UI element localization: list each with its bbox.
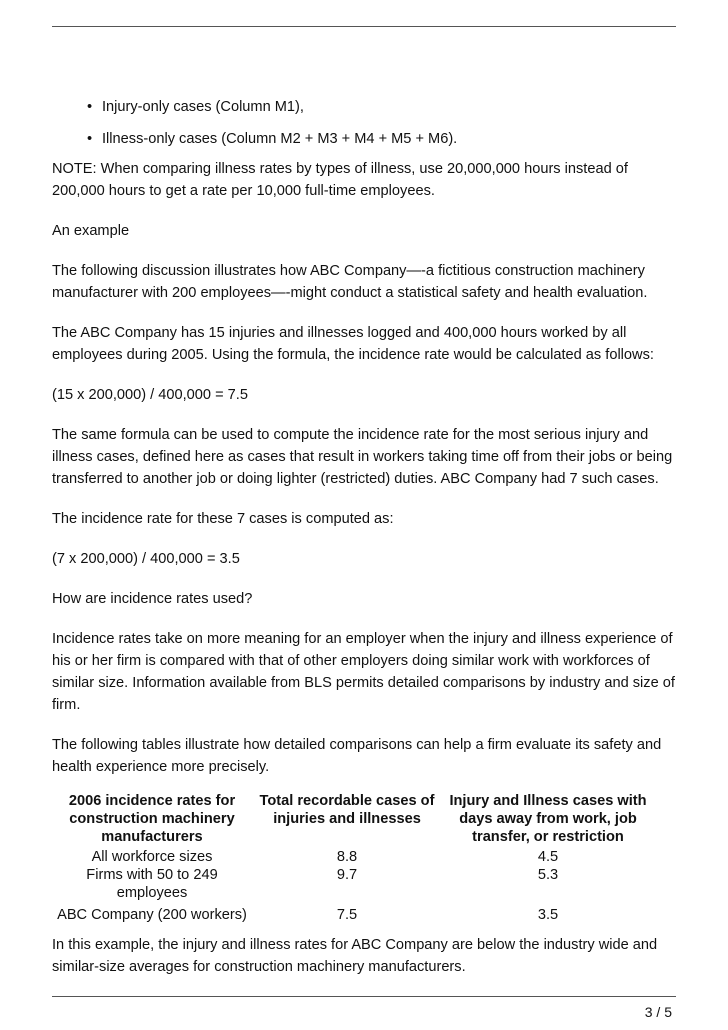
table-cell: 9.7	[336, 867, 358, 883]
table-cell: All workforce sizes	[91, 849, 213, 865]
table-header-cell: Total recordable cases of injuries and illnesses	[259, 793, 435, 827]
table-cell: 5.3	[537, 867, 559, 883]
bullet-list	[52, 96, 682, 150]
bullet-text: Illness-only cases (Column M2 + M3 + M4 + M5 + M6).	[102, 131, 458, 147]
table-cell: Firms with 50 to 249 employees	[86, 867, 218, 901]
meaning-paragraph: Incidence rates take on more meaning for an employer when the injury and illness experience of his or her firm is compared with that of other employers doing similar work with workforces of similar size. Information available from BLS permits detailed comparisons by industry and size of firm.	[52, 631, 675, 713]
logged-paragraph: The ABC Company has 15 injuries and illnesses logged and 400,000 hours worked by all employees during 2005. Using the formula, the incidence rate would be calculated as follows:	[52, 325, 654, 363]
discussion-paragraph: The following discussion illustrates how ABC Company—-a fictitious construction machinery manufacturer with 200 employees—-might conduct a statistical safety and health evaluation.	[52, 263, 648, 301]
table-header-cell: 2006 incidence rates for construction machinery manufacturers	[68, 793, 236, 845]
formula-2: (7 x 200,000) / 400,000 = 3.5	[52, 551, 240, 567]
bullet-item	[52, 96, 682, 118]
formula-1: (15 x 200,000) / 400,000 = 7.5	[52, 387, 248, 403]
example-heading: An example	[52, 223, 130, 239]
table-row	[52, 848, 654, 866]
page-content	[52, 96, 682, 996]
table-header-row	[52, 792, 654, 848]
bullet-dot-icon: •	[87, 99, 93, 115]
seven-cases-paragraph: The incidence rate for these 7 cases is computed as:	[52, 511, 394, 527]
used-heading: How are incidence rates used?	[52, 591, 253, 607]
note-paragraph: NOTE: When comparing illness rates by types of illness, use 20,000,000 hours instead of 200,000 hours to get a rate per 10,000 full-time employees.	[52, 161, 628, 199]
bullet-item	[52, 128, 682, 150]
table-cell: 3.5	[537, 907, 559, 923]
footer-rule	[52, 996, 676, 997]
table-header-cell: Injury and Illness cases with days away from work, job transfer, or restriction	[449, 793, 647, 845]
tables-intro-paragraph: The following tables illustrate how detailed comparisons can help a firm evaluate its safety and health experience more precisely.	[52, 737, 662, 775]
table-cell: 8.8	[336, 849, 358, 865]
page-number: 3 / 5	[644, 1004, 672, 1020]
serious-cases-paragraph: The same formula can be used to compute the incidence rate for the most serious injury and illness cases, defined here as cases that result in workers taking time off from their jobs or being transferred to another job or doing lighter (restricted) duties. ABC Company had 7 such cases.	[52, 427, 673, 487]
table-cell: ABC Company (200 workers)	[57, 907, 247, 923]
header-rule	[52, 26, 676, 27]
conclusion-paragraph: In this example, the injury and illness rates for ABC Company are below the industry wide and similar-size averages for construction machinery manufacturers.	[52, 937, 658, 975]
table-cell: 7.5	[336, 907, 358, 923]
table-row	[52, 902, 654, 924]
incidence-rates-table	[52, 792, 654, 924]
table-row	[52, 866, 654, 902]
bullet-dot-icon: •	[87, 131, 93, 147]
bullet-text: Injury-only cases (Column M1),	[102, 99, 304, 115]
table-cell: 4.5	[537, 849, 559, 865]
